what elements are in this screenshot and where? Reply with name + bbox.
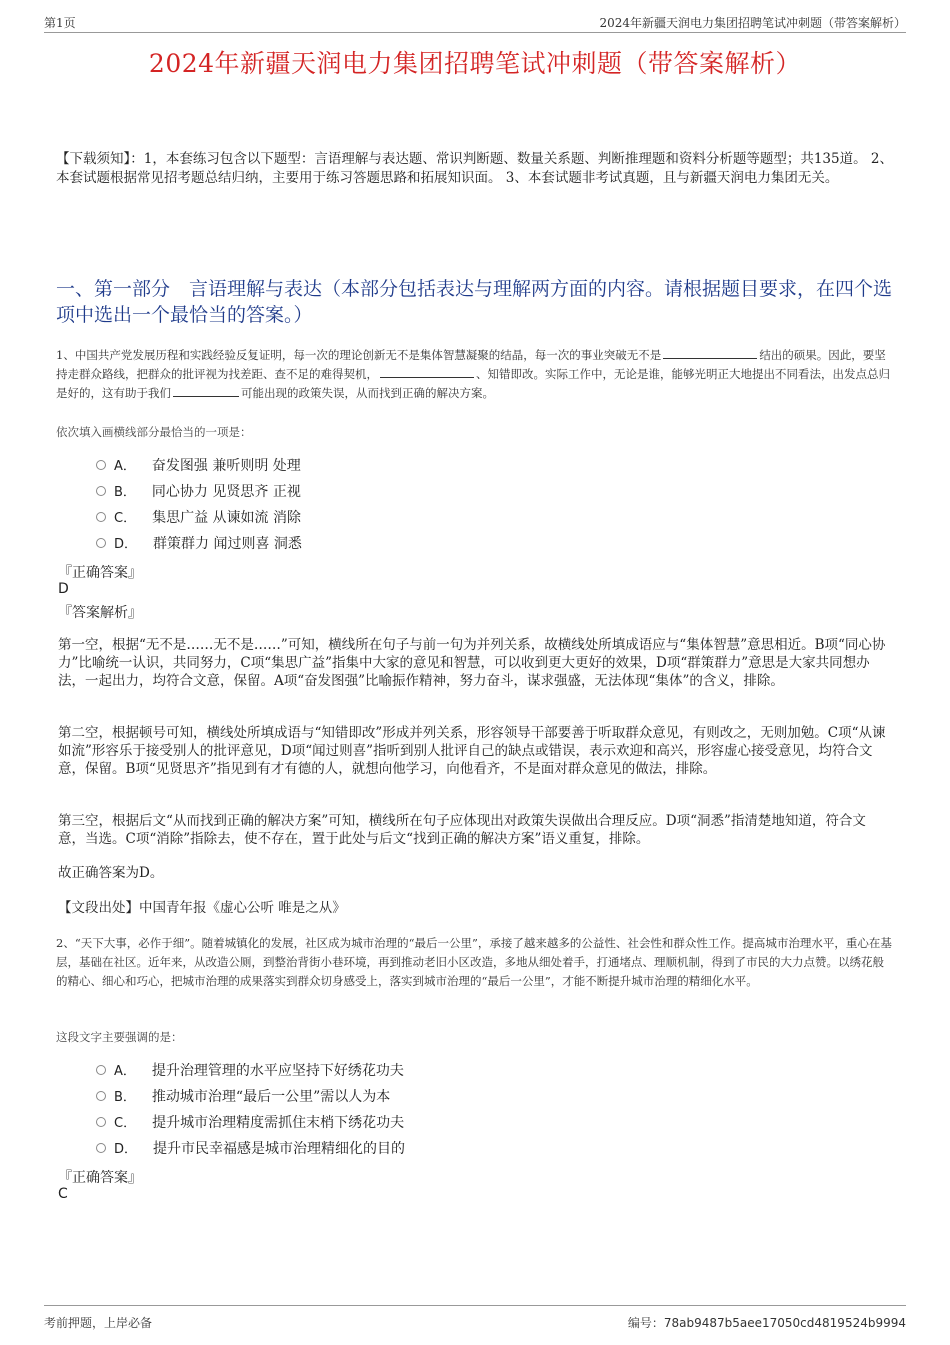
page-header	[44, 14, 906, 33]
q1-part4: 可能出现的政策失误，从而找到正确的解决方案。	[241, 386, 494, 400]
document-code: 编号：78ab9487b5aee17050cd4819524b9994	[627, 1316, 906, 1330]
option-a[interactable]: A． 奋发图强 兼听则明 处理	[96, 453, 302, 479]
radio-icon[interactable]	[96, 486, 106, 496]
blank-1	[663, 346, 757, 359]
analysis-label: 『答案解析』	[58, 605, 142, 621]
option-a[interactable]: A． 提升治理管理的水平应坚持下好绣花功夫	[96, 1058, 405, 1084]
question-2-options	[96, 1058, 405, 1162]
radio-icon[interactable]	[96, 512, 106, 522]
download-notice: 【下载须知】：1，本套练习包含以下题型：言语理解与表达题、常识判断题、数量关系题、判断推理题和资料分析题等题型；共135道。 2、本套试题根据常见招考题总结归纳，主要用于练习答题思路和拓展知识面。 3、本套试题非考试真题，且与新疆天润电力集团无关。	[56, 151, 893, 186]
analysis-paragraph-1: 第一空，根据“无不是……无不是……”可知，横线所在句子与前一句为并列关系，故横线处所填成语应与“集体智慧”意思相近。B项“同心协力”比喻统一认识，共同努力，C项“集思广益”指集中大家的意见和智慧，可以收到更大更好的效果，D项“群策群力”意思是大家共同想办法，一起出力，均符合文意，保留。A项“奋发图强”比喻振作精神，努力奋斗，谋求强盛，无法体现“集体”的含义，排除。	[58, 637, 886, 689]
radio-icon[interactable]	[96, 1065, 106, 1075]
page-number: 第1页	[44, 16, 76, 30]
blank-2	[380, 365, 474, 378]
section-title: 一、第一部分 言语理解与表达（本部分包括表达与理解两方面的内容。请根据题目要求，在四个选项中选出一个最恰当的答案。）	[56, 278, 893, 326]
correct-answer: D	[58, 581, 69, 597]
footer-slogan: 考前押题，上岸必备	[44, 1316, 153, 1330]
q1-part3: 、知错即改。实际工作中，无论是谁，能够光明正大地提出不同看法，出发点总归是好的，这有助于我们	[56, 367, 890, 400]
radio-icon[interactable]	[96, 1117, 106, 1127]
question-2-prompt: 这段文字主要强调的是：	[56, 1030, 183, 1044]
option-d[interactable]: D． 群策群力 闻过则喜 洞悉	[96, 531, 302, 557]
option-b[interactable]: B． 推动城市治理“最后一公里”需以人为本	[96, 1084, 405, 1110]
q1-part1: 1、中国共产党发展历程和实践经验反复证明，每一次的理论创新无不是集体智慧凝聚的结晶，每一次的事业突破无不是	[56, 348, 662, 362]
radio-icon[interactable]	[96, 1143, 106, 1153]
question-1-text	[56, 346, 894, 403]
q1-part2: 结出的硕果。因此，要坚持走群众路线，把群众的批评视为找差距、查不足的难得契机，	[56, 348, 886, 381]
option-b[interactable]: B． 同心协力 见贤思齐 正视	[96, 479, 302, 505]
analysis-conclusion: 故正确答案为D。	[58, 865, 164, 881]
analysis-paragraph-3: 第三空，根据后文“从而找到正确的解决方案”可知，横线所在句子应体现出对政策失误做出合理反应。D项“洞悉”指清楚地知道，符合文意，当选。C项“消除”指除去，使不存在，置于此处与后文“找到正确的解决方案”语义重复，排除。	[58, 813, 866, 847]
answer-label: 『正确答案』	[58, 565, 142, 581]
page-footer	[44, 1305, 906, 1330]
option-d[interactable]: D． 提升市民幸福感是城市治理精细化的目的	[96, 1136, 405, 1162]
radio-icon[interactable]	[96, 460, 106, 470]
question-1-prompt: 依次填入画横线部分最恰当的一项是：	[56, 425, 252, 439]
correct-answer: C	[58, 1186, 68, 1202]
answer-label: 『正确答案』	[58, 1170, 142, 1186]
analysis-paragraph-2: 第二空，根据顿号可知，横线处所填成语与“知错即改”形成并列关系，形容领导干部要善于听取群众意见，有则改之，无则加勉。C项“从谏如流”形容乐于接受别人的批评意见，D项“闻过则喜”指听到别人批评自己的缺点或错误，表示欢迎和高兴，形容虚心接受意见，均符合文意，保留。B项“见贤思齐”指见到有才有德的人，就想向他学习，向他看齐，不是面对群众意见的做法，排除。	[58, 725, 886, 777]
option-c[interactable]: C． 提升城市治理精度需抓住末梢下绣花功夫	[96, 1110, 405, 1136]
question-1-options	[96, 453, 302, 557]
question-2-text: 2、“天下大事，必作于细”。随着城镇化的发展，社区成为城市治理的“最后一公里”，承接了越来越多的公益性、社会性和群众性工作。提高城市治理水平，重心在基层，基础在社区。近年来，从改造公厕，到整治背街小巷环境，再到推动老旧小区改造，多地从细处着手，打通堵点、理顺机制，得到了市民的大力点赞。以绣花般的精心、细心和巧心，把城市治理的成果落实到群众切身感受上，落实到城市治理的“最后一公里”，才能不断提升城市治理的精细化水平。	[56, 936, 892, 988]
header-doc-title: 2024年新疆天润电力集团招聘笔试冲刺题（带答案解析）	[599, 16, 906, 30]
document-title: 2024年新疆天润电力集团招聘笔试冲刺题（带答案解析）	[148, 49, 802, 78]
radio-icon[interactable]	[96, 538, 106, 548]
source-citation: 【文段出处】中国青年报《虚心公听 唯是之从》	[58, 900, 346, 916]
radio-icon[interactable]	[96, 1091, 106, 1101]
option-c[interactable]: C． 集思广益 从谏如流 消除	[96, 505, 302, 531]
blank-3	[173, 384, 239, 397]
